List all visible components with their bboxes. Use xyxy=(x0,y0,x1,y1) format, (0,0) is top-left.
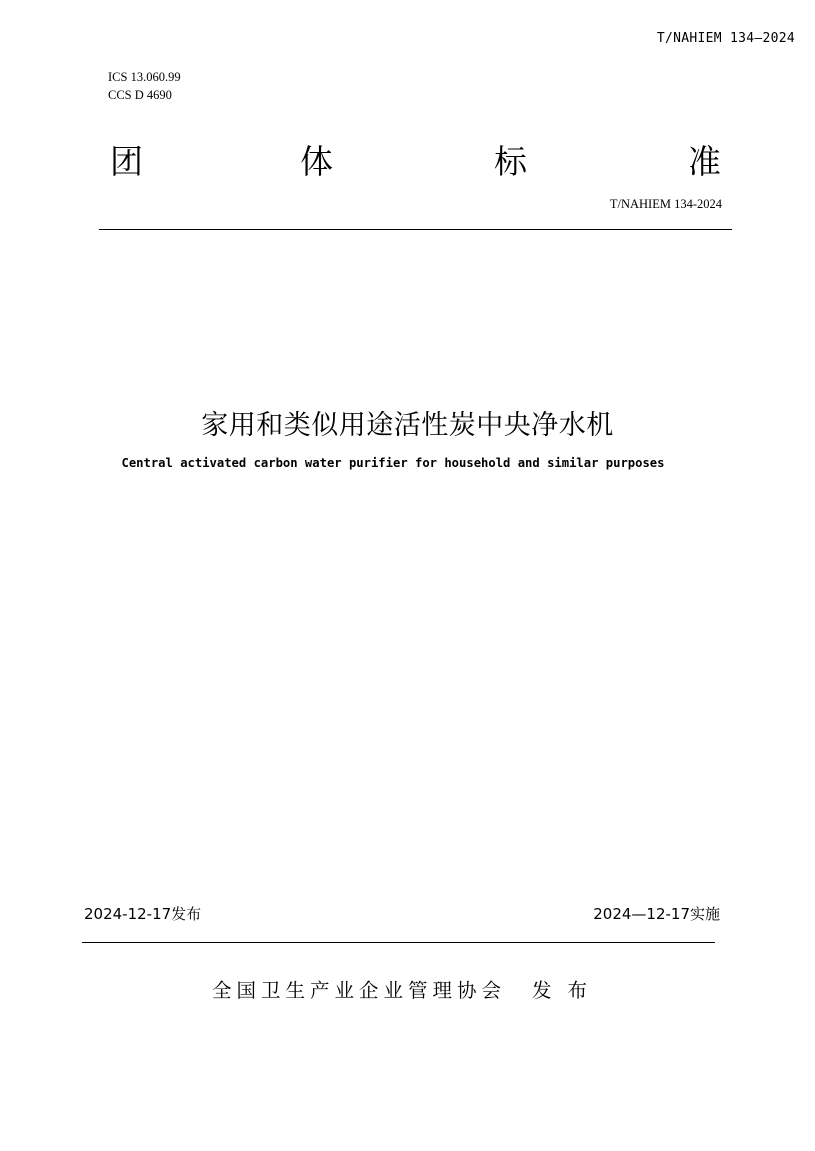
publish-date: 2024-12-17发布 xyxy=(84,905,202,923)
header-standard-code: T/NAHIEM 134—2024 xyxy=(656,31,795,46)
standard-number: T/NAHIEM 134-2024 xyxy=(609,197,722,211)
ccs-code: CCS D 4690 xyxy=(108,88,172,102)
standard-type-char-3: 标 xyxy=(494,142,527,181)
standard-type-char-4: 准 xyxy=(688,142,721,181)
standard-type-char-2: 体 xyxy=(300,142,333,181)
title-chinese: 家用和类似用途活性炭中央净水机 xyxy=(201,410,614,441)
title-english: Central activated carbon water purifier for household and similar purposes xyxy=(121,456,665,470)
implement-date: 2024—12-17实施 xyxy=(593,905,720,923)
publisher-line xyxy=(0,975,815,1003)
ics-code: ICS 13.060.99 xyxy=(108,70,181,84)
publisher-name: 全国卫生产业企业管理协会 xyxy=(211,979,506,1002)
top-divider xyxy=(99,229,732,230)
bottom-divider xyxy=(82,942,715,943)
publish-action: 发布 xyxy=(532,979,604,1002)
standard-type-char-1: 团 xyxy=(110,142,143,181)
